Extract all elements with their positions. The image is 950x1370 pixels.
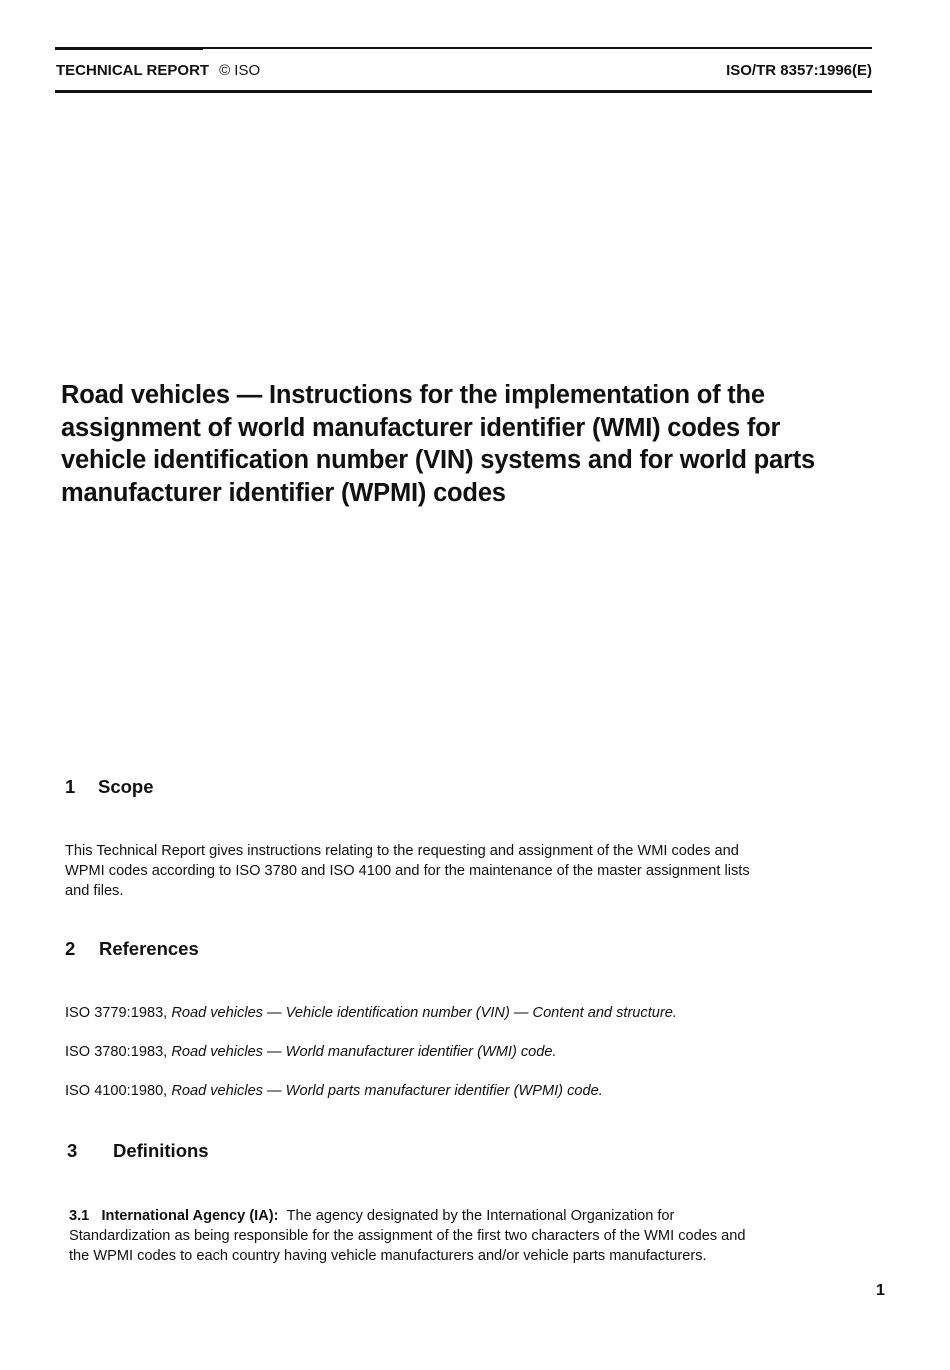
text-line: and files. [65, 882, 124, 899]
header-top-rule-accent [55, 47, 203, 50]
reference-title: Road vehicles — Vehicle identification number (VIN) — Content and structure. [171, 1005, 677, 1021]
section-heading-references [65, 938, 199, 960]
section-title: Scope [98, 776, 154, 797]
definition-number: 3.1 [69, 1208, 90, 1224]
document-id: ISO/TR 8357:1996(E) [726, 62, 872, 79]
reference-standard: ISO 3780:1983, [65, 1044, 168, 1060]
text-line: Standardization as being responsible for the assignment of the first two characters of the WMI codes and [69, 1227, 746, 1244]
reference-item [65, 1083, 603, 1099]
reference-item [65, 1044, 557, 1060]
scope-paragraph [65, 842, 885, 901]
page-number: 1 [876, 1282, 885, 1299]
text-line [69, 1207, 889, 1227]
text-line: the WPMI codes to each country having vehicle manufacturers and/or vehicle parts manufacturers. [69, 1247, 707, 1264]
definition-text: The agency designated by the International Organization for [286, 1208, 675, 1224]
section-title: Definitions [113, 1140, 209, 1161]
header-bottom-rule [55, 90, 872, 93]
section-heading-definitions [67, 1140, 209, 1162]
title-line: assignment of world manufacturer identifier (WMI) codes for [61, 413, 781, 442]
definition-paragraph [69, 1207, 889, 1266]
reference-title: Road vehicles — World manufacturer identifier (WMI) code. [171, 1044, 557, 1060]
reference-standard: ISO 3779:1983, [65, 1005, 168, 1021]
title-line: manufacturer identifier (WPMI) codes [61, 478, 506, 507]
reference-title: Road vehicles — World parts manufacturer identifier (WPMI) code. [171, 1083, 603, 1099]
section-number: 3 [67, 1140, 78, 1161]
copyright-notice: © ISO [219, 62, 261, 79]
section-number: 1 [65, 776, 76, 797]
section-number: 2 [65, 938, 76, 959]
reference-standard: ISO 4100:1980, [65, 1083, 168, 1099]
running-header-left [56, 62, 260, 79]
title-line: vehicle identification number (VIN) systems and for world parts [61, 446, 815, 474]
definition-term: International Agency (IA): [101, 1208, 279, 1224]
title-line: Road vehicles — Instructions for the implementation of the [61, 381, 765, 409]
text-line: This Technical Report gives instructions relating to the requesting and assignment of the WMI codes and [65, 843, 739, 859]
text-line: WPMI codes according to ISO 3780 and ISO 4100 and for the maintenance of the master assignment lists [65, 862, 750, 879]
document-title [61, 379, 891, 509]
reference-item [65, 1005, 677, 1021]
report-label: TECHNICAL REPORT [56, 62, 210, 79]
section-title: References [99, 938, 199, 959]
section-heading-scope [65, 776, 154, 798]
